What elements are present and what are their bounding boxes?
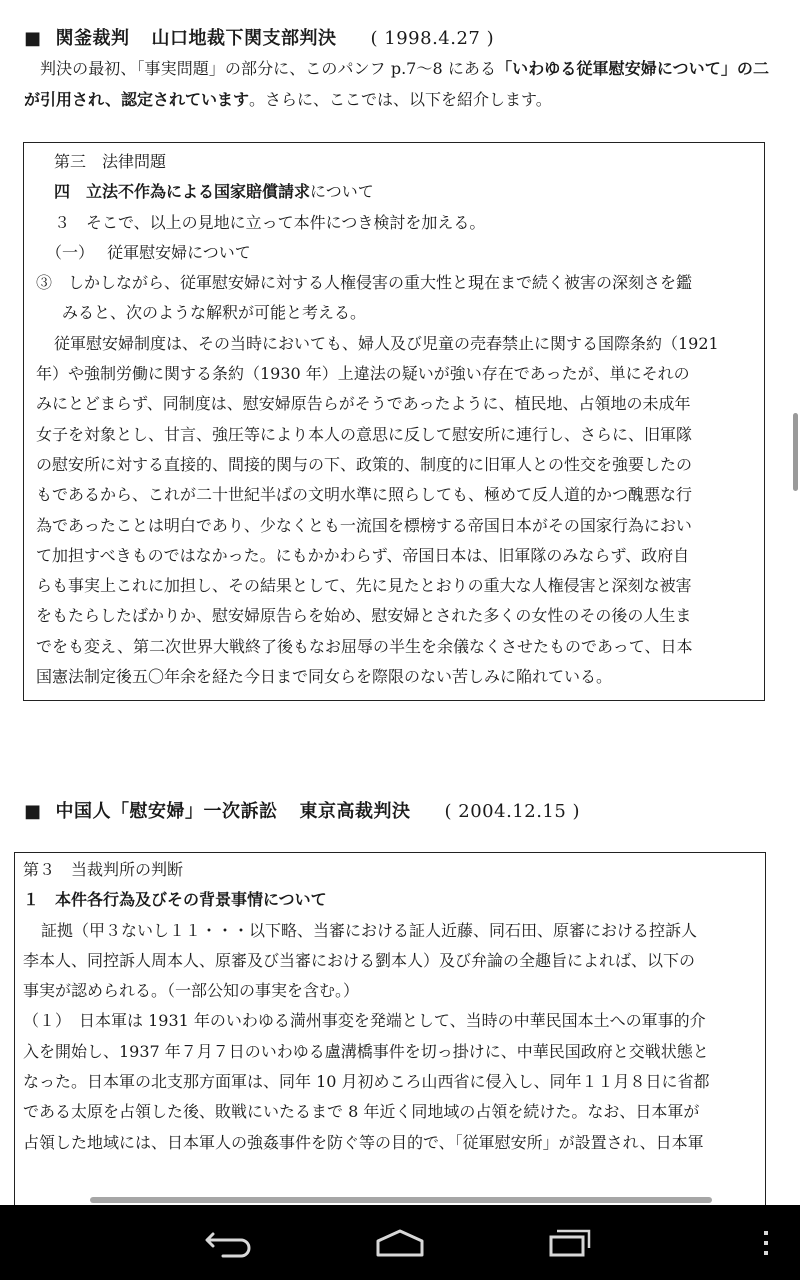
section2-heading [24, 797, 580, 823]
box-line: 年）や強制労働に関する条約（1930 年）上違法の疑いが強い存在であったが、単にそれの [36, 364, 690, 384]
box-line: ３ そこで、以上の見地に立って本件につき検討を加える。 [54, 212, 486, 232]
box-line: 第三 法律問題 [54, 152, 167, 171]
heading-title: 関釜裁判 [55, 28, 130, 49]
home-button[interactable] [355, 1215, 445, 1271]
box-line: 国憲法制定後五〇年余を経た今日まで同女らを際限のない苦しみに陥れている。 [36, 667, 613, 687]
heading-square-marker: ■ [24, 801, 42, 822]
intro-bold-text: 「いわゆる従軍慰安婦について」の二 が引用され、認定されています [24, 59, 785, 109]
intro-text: 判決の最初、「事実問題」の部分に、このパンフ p.7〜8 にある [40, 59, 497, 78]
box-line: 女子を対象とし、甘言、強圧等により本人の意思に反して慰安所に連行し、さらに、旧軍隊 [36, 424, 693, 444]
heading-title: 中国人「慰安婦」一次訴訟 [55, 801, 278, 822]
overflow-menu-button[interactable] [748, 1215, 784, 1271]
box-line: らも事実上これに加担し、その結果として、先に見たとおりの重大な人権侵害と深刻な被害 [36, 576, 692, 596]
judgment-quote-box-2 [14, 852, 766, 1205]
box-line: である太原を占領した後、敗戦にいたるまで 8 年近く同地域の占領を続けた。なお、日本軍が [23, 1102, 700, 1122]
section1-heading [24, 24, 494, 50]
box-line: みにとどまらず、同制度は、慰安婦原告らがそうであったように、植民地、占領地の未成年 [36, 394, 691, 414]
box-line: 占領した地域には、日本軍人の強姦事件を防ぐ等の目的で、「従軍慰安所」が設置され、日本軍 [23, 1132, 704, 1152]
home-icon [374, 1228, 426, 1258]
box-line: でをも変え、第二次世界大戦終了後もなお屈辱の半生を余儀なくさせたものであって、日本 [36, 636, 693, 656]
box-line: 事実が認められる。（一部公知の事実を含む。） [23, 981, 360, 1001]
back-icon [205, 1228, 253, 1258]
recent-apps-icon [547, 1228, 595, 1258]
box-line: て加担すべきものではなかった。にもかかわらず、帝国日本は、旧軍隊のみならず、政府自 [36, 545, 690, 565]
heading-square-marker: ■ [24, 28, 42, 49]
box-line: みると、次のような解釈が可能と考える。 [62, 303, 367, 323]
box-line-bold: 四 立法不作為による国家賠償請求 [54, 182, 311, 202]
system-navigation-bar [0, 1205, 800, 1280]
heading-date: ( 1998.4.27 ) [370, 28, 495, 49]
box-line: 李本人、同控訴人周本人、原審及び当審における劉本人）及び弁論の全趣旨によれば、以下の [23, 950, 696, 970]
box-line [36, 177, 752, 207]
box-line: （一） 従軍慰安婦について [46, 242, 251, 262]
heading-date: ( 2004.12.15 ) [444, 801, 581, 822]
judgment-quote-box-1 [23, 142, 765, 701]
box-line: 証拠（甲３ないし１１・・・以下略、当審における証人近藤、同石田、原審における控訴人 [41, 920, 698, 940]
box-line: なった。日本軍の北支那方面軍は、同年 10 月初めころ山西省に侵入し、同年１１月８日に省都 [23, 1072, 710, 1092]
box-line-rest: について [310, 182, 374, 202]
back-button[interactable] [184, 1215, 274, 1271]
heading-court: 山口地裁下関支部判決 [151, 28, 337, 49]
box-line: もであるから、これが二十世紀半ばの文明水準に照らしても、極めて反人道的かつ醜悪な行 [36, 485, 693, 505]
box-line: 入を開始し、1937 年７月７日のいわゆる盧溝橋事件を切っ掛けに、中華民国政府と交戦状態と [23, 1041, 709, 1061]
box-line: をもたらしたばかりか、慰安婦原告らを始め、慰安婦とされた多くの女性のその後の人生ま [36, 606, 692, 626]
overflow-menu-icon [761, 1229, 771, 1257]
heading-court: 東京高裁判決 [299, 801, 411, 822]
box-line: 為であったことは明白であり、少なくとも一流国を標榜する帝国日本がその国家行為におい [36, 515, 692, 535]
box-line: 従軍慰安婦制度は、その当時においても、婦人及び児童の売春禁止に関する国際条約（1921 [54, 333, 719, 353]
horizontal-scrollbar[interactable] [90, 1197, 712, 1203]
box-line: 第３ 当裁判所の判断 [23, 860, 184, 879]
vertical-scrollbar-thumb[interactable] [793, 413, 798, 491]
box-line: の慰安所に対する直接的、間接的関与の下、政策的、制度的に旧軍人との性交を強要したの [36, 454, 693, 474]
box-line-bold: １ 本件各行為及びその背景事情について [23, 890, 327, 910]
box-line: ③ しかしながら、従軍慰安婦に対する人権侵害の重大性と現在まで続く被害の深刻さを鑑 [36, 273, 693, 293]
section1-intro [24, 53, 785, 115]
recent-apps-button[interactable] [526, 1215, 616, 1271]
intro-text-end: 。さらに、ここでは、以下を紹介します。 [248, 90, 552, 109]
box-line: （１） 日本軍は 1931 年のいわゆる満州事変を発端として、当時の中華民国本土への軍事的介 [23, 1011, 706, 1031]
